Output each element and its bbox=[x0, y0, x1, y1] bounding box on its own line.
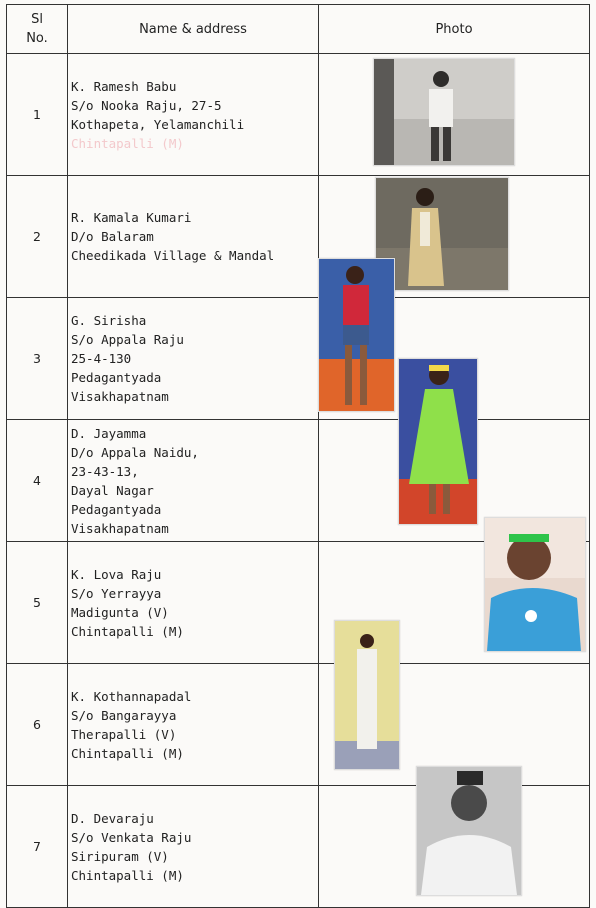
address-line: 23-43-13, bbox=[71, 463, 139, 479]
address-line: Chintapalli (M) bbox=[71, 623, 184, 639]
address-line: Therapalli (V) bbox=[71, 726, 177, 742]
header-sl-no-part: No. bbox=[26, 31, 48, 46]
address-line: G. Sirisha bbox=[71, 313, 147, 328]
address-line: D. Jayamma bbox=[71, 425, 147, 441]
header-row bbox=[7, 5, 590, 54]
address-line: Cheedikada Village & Mandal bbox=[71, 248, 275, 263]
address-line: 25-4-130 bbox=[71, 351, 132, 366]
address-line: Dayal Nagar bbox=[71, 482, 154, 498]
address-line: S/o Nooka Raju, 27-5 bbox=[71, 97, 222, 113]
address-line: S/o Venkata Raju bbox=[71, 829, 192, 845]
photo-2 bbox=[375, 177, 509, 291]
address-line: Madigunta (V) bbox=[71, 604, 169, 620]
address-line: D. Devaraju bbox=[71, 810, 154, 826]
address-line: S/o Appala Raju bbox=[71, 332, 184, 347]
serial-number: 2 bbox=[7, 176, 68, 298]
address-line: Pedagantyada bbox=[71, 370, 162, 385]
address-line: Chintapalli (M) bbox=[71, 867, 184, 883]
serial-number: 7 bbox=[7, 786, 68, 908]
address-line: Visakhapatnam bbox=[71, 520, 169, 536]
photo-4 bbox=[398, 358, 478, 525]
address-line: S/o Bangarayya bbox=[71, 707, 177, 723]
address-line: Chintapalli (M) bbox=[71, 745, 184, 761]
address-line: D/o Balaram bbox=[71, 229, 154, 244]
serial-number: 5 bbox=[7, 542, 68, 664]
header-sl-no-part: Sl bbox=[31, 12, 43, 27]
name-address-cell bbox=[68, 542, 319, 664]
name-address-cell bbox=[68, 786, 319, 908]
address-line: D/o Appala Naidu, bbox=[71, 444, 199, 460]
photo-6 bbox=[334, 620, 400, 770]
serial-number: 4 bbox=[7, 420, 68, 542]
address-line: Chintapalli (M) bbox=[71, 135, 184, 151]
address-line: Kothapeta, Yelamanchili bbox=[71, 116, 245, 132]
name-address-cell bbox=[68, 176, 319, 298]
address-line: K. Lova Raju bbox=[71, 566, 162, 582]
address-line: R. Kamala Kumari bbox=[71, 210, 192, 225]
name-address-cell bbox=[68, 298, 319, 420]
address-line: Pedagantyada bbox=[71, 501, 162, 517]
header-name-address: Name & address bbox=[68, 5, 319, 54]
address-line: S/o Yerrayya bbox=[71, 585, 162, 601]
address-line: K. Kothannapadal bbox=[71, 688, 192, 704]
address-line: Visakhapatnam bbox=[71, 389, 169, 404]
header-photo: Photo bbox=[319, 5, 590, 54]
name-address-cell bbox=[68, 664, 319, 786]
header-sl-no bbox=[7, 5, 68, 54]
serial-number: 6 bbox=[7, 664, 68, 786]
table-row bbox=[7, 298, 590, 420]
serial-number: 1 bbox=[7, 54, 68, 176]
photo-5 bbox=[484, 517, 586, 652]
name-address-cell bbox=[68, 54, 319, 176]
photo-7 bbox=[416, 766, 522, 896]
serial-number: 3 bbox=[7, 298, 68, 420]
name-address-cell bbox=[68, 420, 319, 542]
address-line: Siripuram (V) bbox=[71, 848, 169, 864]
photo-1 bbox=[373, 58, 515, 166]
photo-3 bbox=[318, 258, 395, 412]
address-line: K. Ramesh Babu bbox=[71, 78, 177, 94]
